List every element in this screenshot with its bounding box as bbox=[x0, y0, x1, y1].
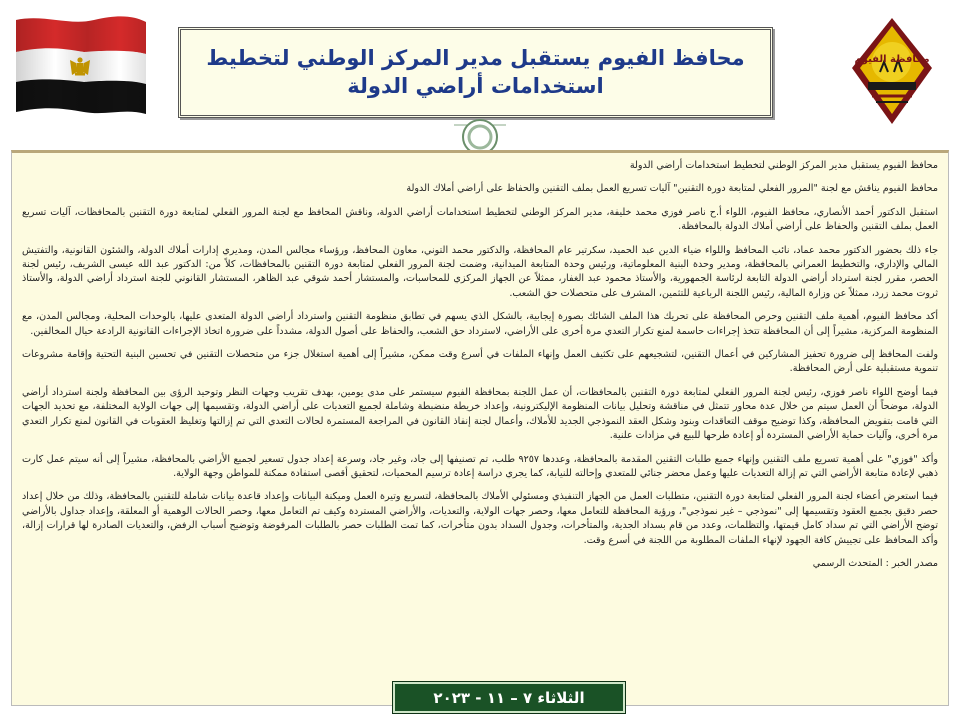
article-container bbox=[11, 150, 949, 706]
article-paragraph-headline: محافظ الفيوم يستقبل مدير المركز الوطني لتخطيط استخدامات أراضي الدولة bbox=[629, 160, 938, 171]
ornament-icon bbox=[454, 115, 506, 155]
article-paragraph: وأكد "فوزي" على أهمية تسريع ملف التقنين وإنهاء جميع طلبات التقنين المقدمة بالمحافظة، وعددها ٩٢٥٧ طلب، تم تصنيفها إلى جاد، وغير جاد، وسرعة إعداد جدول تسعير لجميع الأراضي بالمحافظة، مشيراً إلى أنه سيتم عمل كارت ذهبي لإعادة متابعة الأراضي التي تم إزالة التعديات عليها وعمل محضر جنائي للمتعدي وإحالته للنيابة، كما يجري دراسة إعادة ترسيم المحميات، لتحقيق أقصى استفادة ممكنة للمواطن وجهة الولاية. bbox=[22, 453, 939, 479]
egypt-flag-icon bbox=[14, 14, 148, 116]
article-paragraph: فيما أوضح اللواء ناصر فوزي، رئيس لجنة المرور الفعلي لمتابعة دورة التقنين بالمحافظات، أن عمل اللجنة بمحافظة الفيوم سيستمر على مدى يومين، بهدف تقريب وجهات النظر وتوحيد الرؤى بين المحافظة ولجنة استرداد أراضي الدولة، موضحاً أن العمل سيتم من خلال عدة محاور تتمثل في مناقشة وتحليل بيانات المنظومة الإليكترونية، وإعداد خريطة منضبطة وشاملة لجميع التعديات على أراضي الدولة، وتقسيمها إلى جهات الولاية المختلفة، مع تحديد الجهات التي قامت بتفويض المحافظة، وكذا توضيح موقف التعاقدات وبنود وشكل العقد النموذجي الجديد للأملاك، وأعمال لجنة إنفاذ القانون في المراجعة المستمرة لحالات التعدي التي تم إزالتها وتغليظ العقوبات في القانون لمنع تكرار التعدي مرة أخرى، وآليات حماية الأراضي المستردة أو إعادة طرحها للبيع في مزادات علنية. bbox=[22, 386, 938, 442]
news-source: مصدر الخبر : المتحدث الرسمي bbox=[812, 557, 938, 569]
title-box bbox=[178, 27, 773, 118]
header bbox=[0, 0, 960, 150]
article-body bbox=[22, 159, 938, 701]
article-paragraph: فيما استعرض أعضاء لجنة المرور الفعلي لمتابعة دورة التقنين، متطلبات العمل من الجهاز التنفيذي ومسئولي الأملاك بالمحافظة، لتسريع وتيرة العمل وميكنة البيانات وإعداد قاعدة بيانات شاملة للتقنين بالمحافظة، وذلك من خلال إعداد حصر دقيق بجميع العقود وتقسيمها إلى "نموذجي – غير نموذجي"، ورؤية المحافظة للتعامل معها، وحصر جهات الولاية، والتعديات، والأراضي المستردة وكيف تم التعامل معها، وحصر الحالات الوهمية أو المعلقة، وإعداد جداول بالأراضي توضح الأراضي التي تم سداد كامل قيمتها، والتظلمات، وعدد من قام بسداد الجدية، والمتأخرات، وجدول السداد بدون متأخرات، كما تمت الطلبات حصر بالطلبات المرفوضة وتوضيح أسباب الرفض، والتعديات الصادرة لها قرارات إزالة، وأكد المحافظ على تجييش كافة الجهود لإنهاء الملفات المطلوبة من اللجنة في أسرع وقت. bbox=[22, 491, 938, 546]
logo-text: محافظة الفيوم bbox=[854, 54, 930, 65]
fayoum-governorate-logo bbox=[836, 16, 948, 126]
page-title: محافظ الفيوم يستقبل مدير المركز الوطني لتخطيط استخدامات أراضي الدولة bbox=[206, 46, 745, 98]
article-paragraph-subheadline: محافظ الفيوم يناقش مع لجنة "المرور الفعلي لمتابعة دورة التقنين" آليات تسريع العمل بملف التقنين والحفاظ على أراضي أملاك الدولة bbox=[406, 183, 938, 195]
date-badge: الثلاثاء ٧ – ١١ - ٢٠٢٣ bbox=[393, 682, 625, 713]
article-paragraph: جاء ذلك بحضور الدكتور محمد عماد، نائب المحافظ واللواء ضياء الدين عبد الحميد، سكرتير عام المحافظة، والدكتور محمد التوني، معاون المحافظ، ورؤساء مجالس المدن، ومديري إدارات أملاك الدولة، والشئون القانونية، والتفتيش المالي والإداري، والتخطيط العمراني بالمحافظة، ومدير وحدة البنية المعلوماتية، ورئيس وحدة المتابعة الميدانية، وضمت لجنة المرور الفعلي لمتابعة دورة التقنين بالمحافظات، كلاً من: الدكتور عبد الله عيسى الشريف، رئيس لجنة الحصر، مقرر لجنة استرداد أراضي الدولة التابعة لرئاسة الجمهورية، والأستاذ محمود عبد الغفار، ممثلاً عن الجهاز المركزي للمحاسبات، والمستشار أحمد شوقي عبد الظاهر، المستشار القانوني للجنة استرداد أراضي الدولة، والأستاذ ثروت محمد زرد، ممثلاً عن وزارة المالية، رئيس اللجنة الرباعية للتثمين، المشرف على متحصلات حق الشعب. bbox=[22, 244, 938, 299]
article-paragraph: أكد محافظ الفيوم، أهمية ملف التقنين وحرص المحافظة على تحريك هذا الملف الشائك بصورة إيجابية، بالشكل الذي يسهم في تطابق منظومة التقنين واسترداد أراضي الدولة المتعدى عليها، بالوحدات المحلية، ومجالس المدن، مع المنظومة المركزية، مشيراً إلى أن المحافظة تتخذ إجراءات حاسمة لمنع تكرار التعدي مرة أخرى على الأراضي، لاسترداد حق الشعب، والحفاظ على أصول الدولة، مشدداً على ضرورة اتخاذ الإجراءات القانونية الرادعة حيال المخالفين. bbox=[22, 311, 938, 337]
article-paragraph: استقبل الدكتور أحمد الأنصاري، محافظ الفيوم، اللواء أ.ح ناصر فوزي محمد خليفة، مدير المركز الوطني لتخطيط استخدامات أراضي الدولة، وناقش المحافظ مع لجنة المرور الفعلي لمتابعة دورة التقنين بالمحافظات، آليات تسريع العمل بملف التقنين والحفاظ على أراضي أملاك الدولة بالمحافظة. bbox=[22, 206, 938, 233]
article-paragraph: ولفت المحافظ إلى ضرورة تحفيز المشاركين في أعمال التقنين، لتشجيعهم على تكثيف العمل وإنهاء الملفات في أسرع وقت ممكن، مشيراً إلى أهمية استغلال جزء من متحصلات التقنين في تحسين البنية التحتية وإقامة مشروعات تنموية مستقبلية على أرض المحافظة. bbox=[22, 349, 938, 375]
